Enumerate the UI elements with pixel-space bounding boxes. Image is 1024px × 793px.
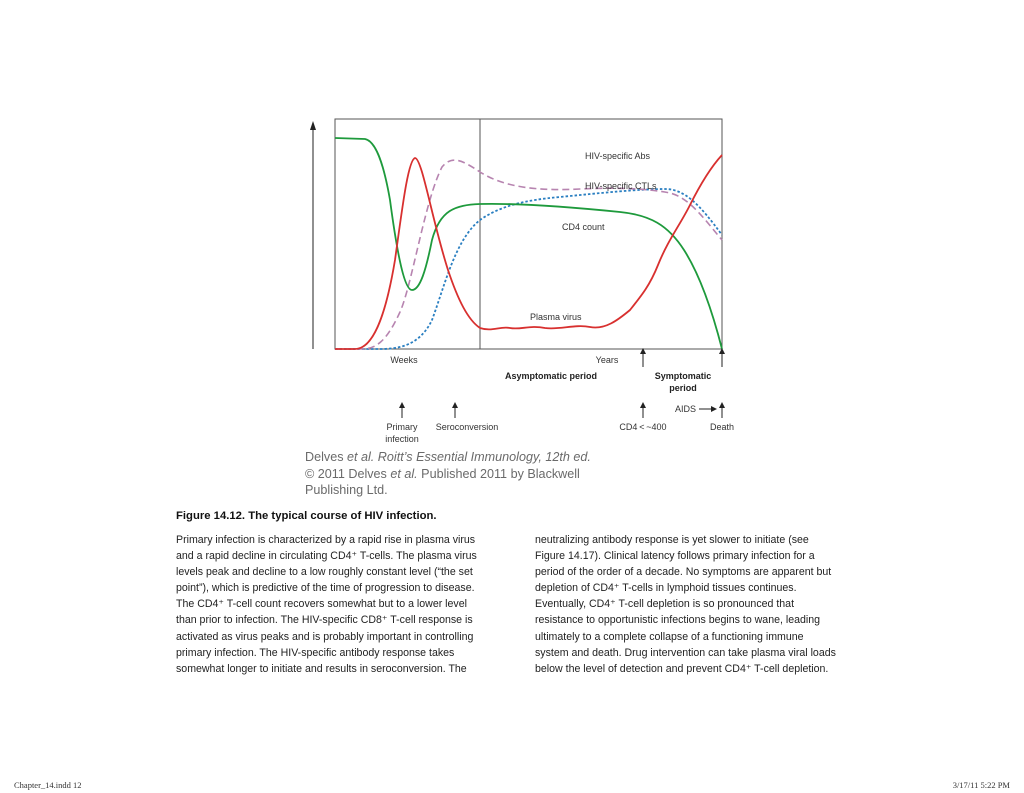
- aids-label: AIDS: [674, 404, 696, 414]
- caption-line: point”), which is predictive of the time of progression to disease.: [176, 582, 475, 595]
- credit-line-1: Delves et al. Roitt’s Essential Immunology, 12th ed.: [305, 450, 591, 464]
- y-axis: [310, 121, 316, 349]
- caption-line: activated as virus peaks and is probably important in controlling: [176, 630, 474, 643]
- caption-line: Figure 14.17). Clinical latency follows primary infection for a: [535, 550, 815, 563]
- caption-line: The CD4⁺ T-cell count recovers somewhat but to a lower level: [176, 598, 467, 611]
- caption-line: period of the order of a decade. No symptoms are apparent but: [535, 566, 832, 579]
- death-label: Death: [709, 422, 735, 432]
- caption-line: somewhat longer to initiate and results in seroconversion. The: [176, 662, 467, 675]
- caption-line: depletion of CD4⁺ T-cells in lymphoid tissues continues.: [535, 582, 797, 595]
- caption-line: Eventually, CD4⁺ T-cell depletion is so pronounced that: [535, 598, 795, 611]
- primary-infection-label-2: infection: [385, 434, 419, 444]
- plot-frame: [335, 119, 722, 349]
- caption-line: system and death. Drug intervention can take plasma viral loads: [535, 646, 836, 659]
- caption-line: below the level of detection and prevent CD4⁺ T-cell depletion.: [535, 662, 829, 675]
- hiv-ctl-curve: [335, 160, 722, 349]
- hiv-abs-label: HIV-specific Abs: [585, 151, 651, 161]
- credit-line-2: © 2011 Delves et al. Published 2011 by Blackwell: [305, 466, 580, 481]
- footer-timestamp: 3/17/11 5:22 PM: [952, 780, 1010, 790]
- caption-line: resistance to opportunistic infections begins to wane, leading: [535, 614, 821, 627]
- seroconversion-label: Seroconversion: [435, 422, 499, 432]
- figure-caption-title: Figure 14.12. The typical course of HIV infection.: [176, 510, 437, 522]
- caption-line: primary infection. The HIV-specific antibody response takes: [176, 646, 455, 659]
- caption-column-left: [176, 532, 516, 677]
- hiv-ctl-label: HIV-specific CTLs: [585, 181, 657, 191]
- symptomatic-period-label-2: period: [669, 383, 697, 393]
- caption-line: levels peak and decline to a low roughly constant level (“the set: [176, 566, 473, 579]
- plasma-virus-curve: [335, 155, 722, 349]
- credit-line-3: Publishing Ltd.: [305, 483, 388, 497]
- caption-column-right: [535, 532, 875, 677]
- asymptomatic-period-label: Asymptomatic period: [504, 371, 598, 381]
- cd4-threshold-label: CD4 < ~400: [619, 422, 667, 432]
- plasma-virus-label: Plasma virus: [530, 312, 582, 322]
- primary-infection-label: Primary: [386, 422, 418, 432]
- x-label-weeks: Weeks: [390, 355, 418, 365]
- cd4-count-curve: [335, 138, 722, 349]
- x-label-years: Years: [595, 355, 619, 365]
- symptomatic-period-label: Symptomatic: [654, 371, 712, 381]
- caption-line: and a rapid decline in circulating CD4⁺ T-cells. The plasma virus: [176, 550, 477, 563]
- footer-filename: Chapter_14.indd 12: [14, 780, 82, 790]
- caption-line: Primary infection is characterized by a rapid rise in plasma virus: [176, 534, 476, 546]
- figure-credit: [305, 449, 645, 499]
- cd4-count-label: CD4 count: [562, 222, 605, 232]
- axis-markers: [640, 348, 725, 367]
- caption-line: than prior to infection. The HIV-specific CD8⁺ T-cell response is: [176, 614, 473, 627]
- caption-line: ultimately to a complete collapse of a functioning immune: [535, 630, 804, 643]
- caption-line: neutralizing antibody response is yet slower to initiate (see: [535, 534, 809, 546]
